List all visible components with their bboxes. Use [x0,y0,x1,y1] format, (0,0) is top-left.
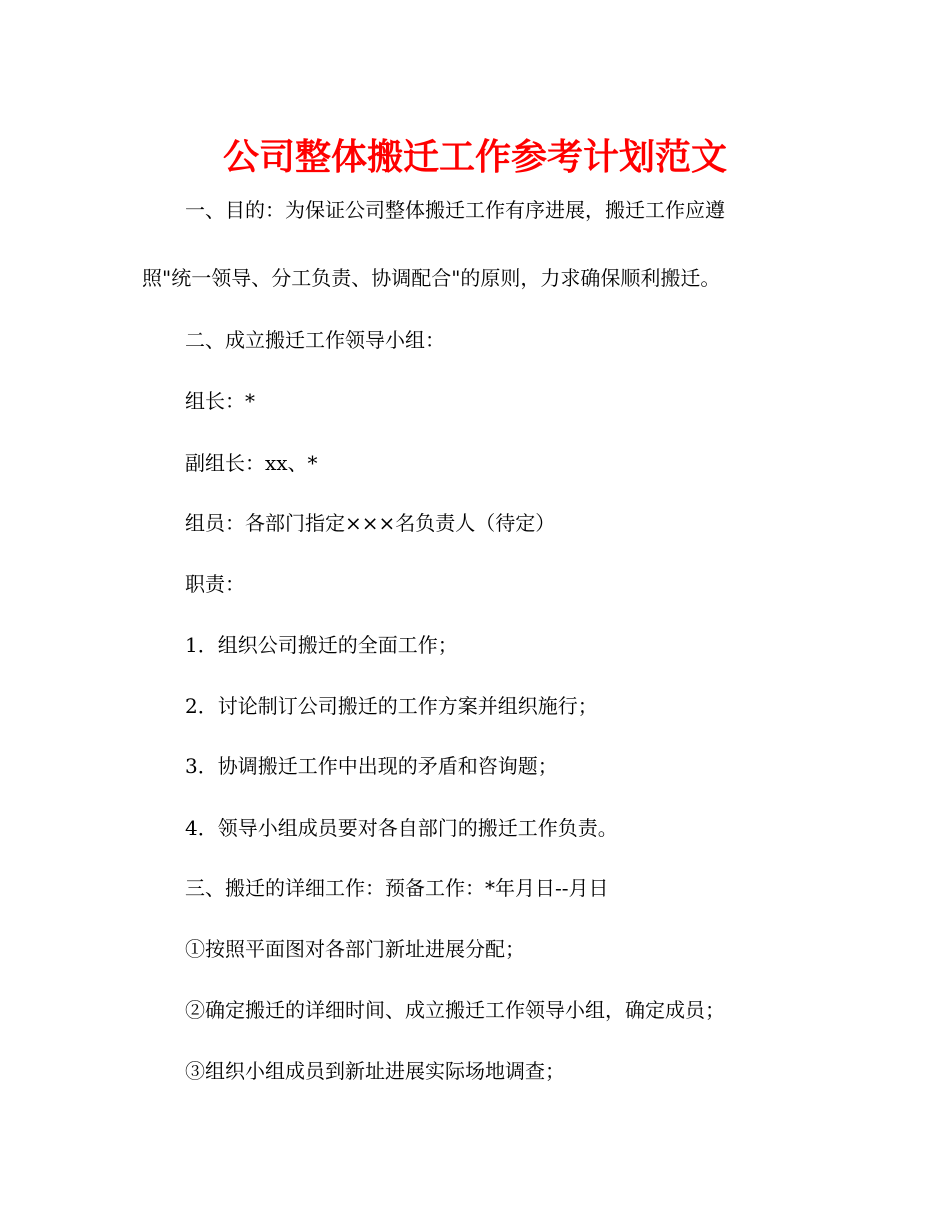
document-title: 公司整体搬迁工作参考计划范文 [222,137,727,178]
duty-item: 3．协调搬迁工作中出现的矛盾和咨询题； [185,754,558,778]
task-item: ③组织小组成员到新址进展实际场地调查； [185,1059,565,1083]
paragraph-purpose-line-1: 一、目的：为保证公司整体搬迁工作有序进展，搬迁工作应遵 [185,198,725,222]
duty-item: 2．讨论制订公司搬迁的工作方案并组织施行； [185,694,598,718]
members-line: 组员：各部门指定×××名负责人（待定） [185,511,556,535]
duties-heading: 职责： [185,572,245,596]
section-heading-leadership: 二、成立搬迁工作领导小组： [185,328,445,352]
task-item: ②确定搬迁的详细时间、成立搬迁工作领导小组，确定成员； [185,998,725,1022]
duty-item: 1．组织公司搬迁的全面工作； [185,633,458,657]
paragraph-purpose-line-2: 照"统一领导、分工负责、协调配合"的原则，力求确保顺利搬迁。 [142,266,721,290]
section-heading-tasks: 三、搬迁的详细工作：预备工作：*年月日--月日 [185,876,609,900]
leader-line: 组长：* [185,389,255,413]
duty-item: 4．领导小组成员要对各自部门的搬迁工作负责。 [185,816,618,840]
deputy-leader-line: 副组长：xx、* [185,451,318,475]
task-item: ①按照平面图对各部门新址进展分配； [185,937,525,961]
